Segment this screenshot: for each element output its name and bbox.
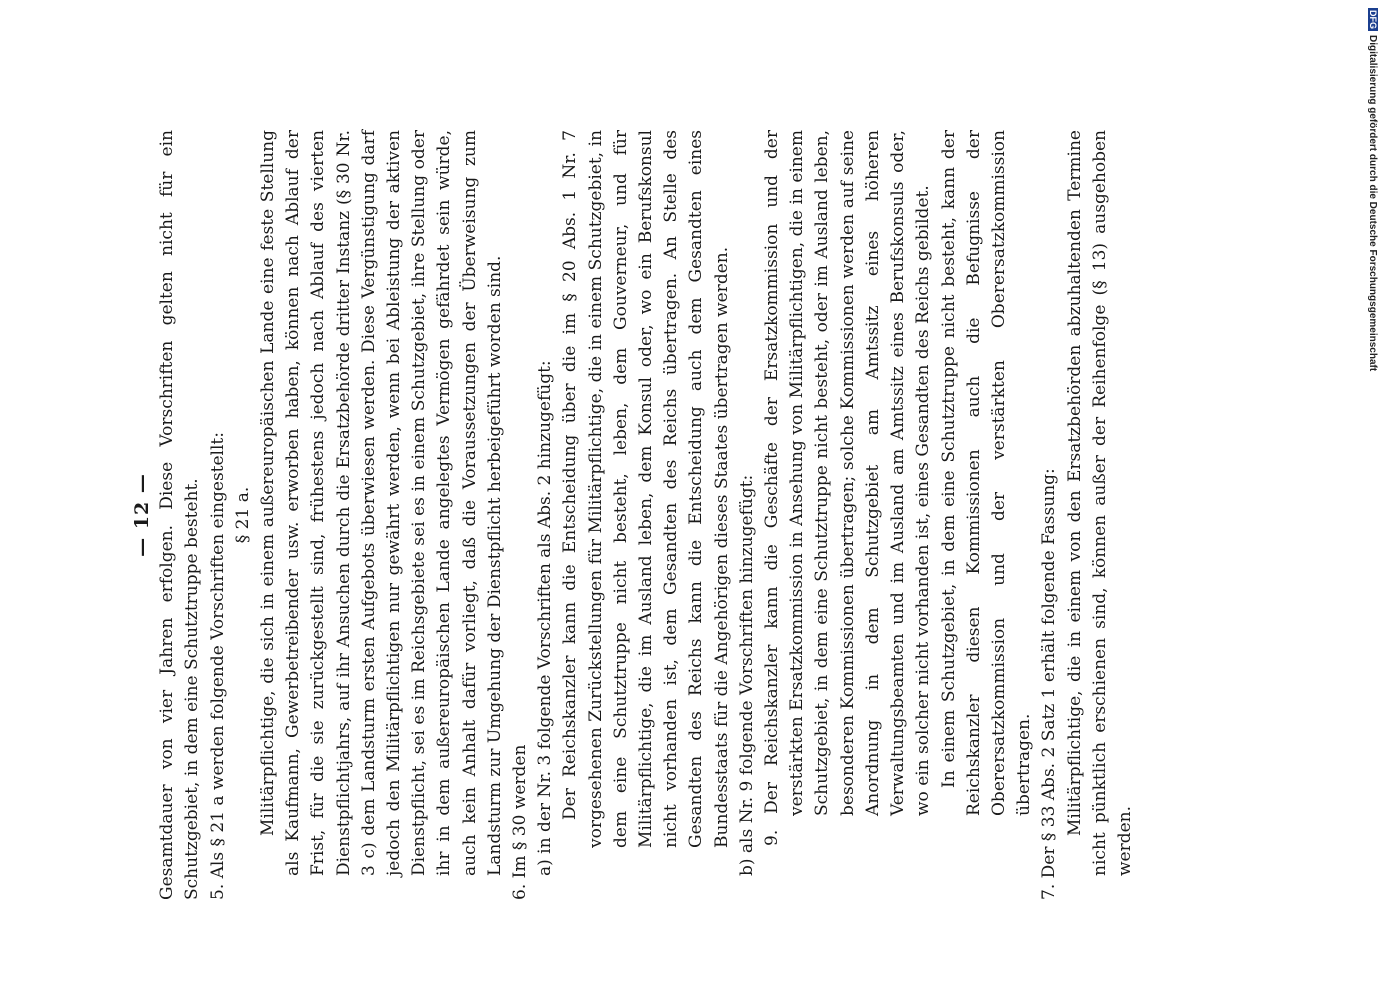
digitization-note: Digitalisierung gefördert durch die Deutsche Forschungsgemeinschaft <box>1367 35 1378 372</box>
item-7: 7. Der § 33 Abs. 2 Satz 1 erhält folgende Fassung: <box>1039 468 1060 900</box>
item-6a: a) in der Nr. 3 folgende Vorschriften als Abs. 2 hinzugefügt: <box>535 360 556 876</box>
continued-paragraph: Gesamtdauer von vier Jahren erfolgen. Diese Vorschriften gelten nicht für ein Schutzgebiet, in dem eine Schutztruppe besteht. <box>157 130 203 900</box>
item-6b: b) als Nr. 9 folgende Vorschriften hinzugefügt: <box>736 474 757 876</box>
page-number: — 12 — <box>131 473 153 557</box>
digitization-footer <box>1362 8 1382 488</box>
dfg-logo: DFG <box>1368 10 1378 29</box>
page-content <box>130 130 1250 900</box>
section-21a-text: Militärpflichtige, die sich in einem außereuropäischen Lande eine feste Stellung als Kaufmann, Gewerbetreibender usw. erworben haben, können nach Ablauf der Frist, für die sie zurückgestellt sind, frühestens jedoch nach Ablauf des vierten Dienstpflichtjahrs, auf ihr Ansuchen durch die Ersatzbehörde dritter Instanz (§ 30 Nr. 3 c) dem Landsturm ersten Aufgebots überwiesen werden. Diese Vergünstigung darf jedoch den Militärpflichtigen nur gewährt werden, wenn bei Ableistung der aktiven Dienstpflicht, sei es im Reichsgebiete sei es in einem Schutzgebiet, ihre Stellung oder ihr in dem außereuropäischen Lande angelegtes Vermögen gefährdet sein würde, auch kein Anhalt dafür vorliegt, daß die Voraussetzungen der Überweisung zum Landsturm zur Umgehung der Dienstpflicht herbeigeführt worden sind. <box>258 130 505 876</box>
item-6b-9: 9. Der Reichskanzler kann die Geschäfte der Ersatzkommission und der verstärkten Ersatzkommission in Ansehung von Militärpflichtigen, die in einem Schutzgebiet, in dem eine Schutztruppe nicht besteht, oder im Ausland leben, besonderen Kommissionen übertragen; solche Kommissionen werden auf seine Anordnung in dem Schutzgebiet am Amtssitz eines höheren Verwaltungsbeamten und im Ausland am Amtssitz eines Berufskonsuls oder, wo ein solcher nicht vorhanden ist, eines Gesandten des Reichs gebildet. <box>762 130 934 846</box>
item-5: 5. Als § 21 a werden folgende Vorschriften eingestellt: <box>207 432 228 900</box>
item-6b-9-text: In einem Schutzgebiet, in dem eine Schutztruppe nicht besteht, kann der Reichskanzler diesen Kommissionen auch die Befugnisse der Oberersatzkommission und der verstärkten Oberersatzkommission übertragen. <box>938 130 1035 816</box>
section-21a-heading: § 21 a. <box>232 486 253 544</box>
item-7-text: Militärpflichtige, die in einem von den Ersatzbehörden abzuhaltenden Termine nicht pünktlich erschienen sind, können außer der Reihenfolge (§ 13) ausgehoben werden. <box>1064 130 1135 876</box>
item-6: 6. Im § 30 werden <box>510 744 531 900</box>
item-6a-text: Der Reichskanzler kann die Entscheidung über die im § 20 Abs. 1 Nr. 7 vorgesehenen Zurückstellungen für Militärpflichtige, die in einem Schutzgebiet, in dem eine Schutztruppe nicht besteht, leben, dem Gouverneur, und für Militärpflichtige, die im Ausland leben, dem Konsul oder, wo ein Berufskonsul nicht vorhanden ist, dem Gesandten des Reichs übertragen. An Stelle des Gesandten des Reichs kann die Entscheidung auch dem Gesandten eines Bundesstaats für die Angehörigen dieses Staates übertragen werden. <box>560 130 732 848</box>
